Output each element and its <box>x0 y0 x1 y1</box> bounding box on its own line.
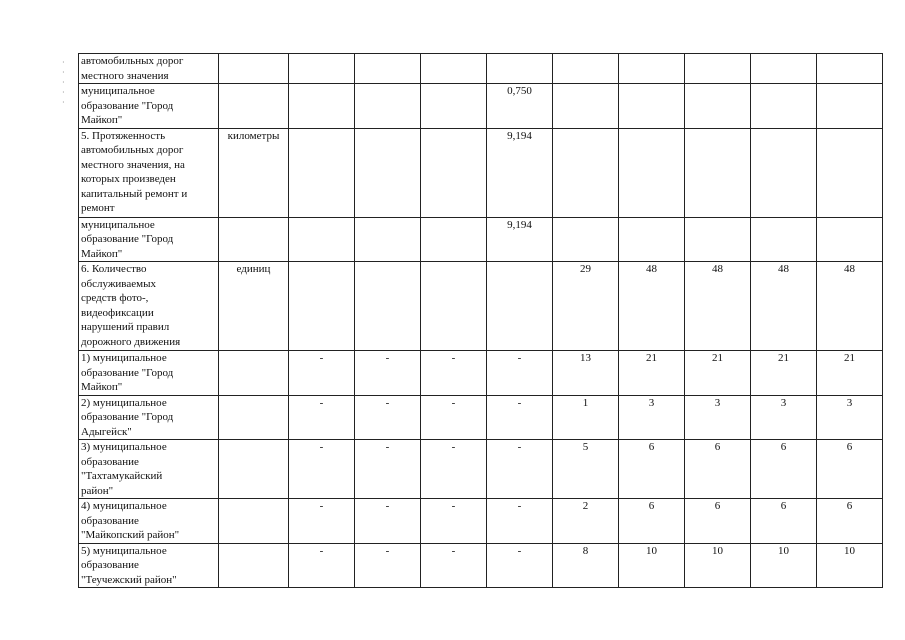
value-cell: 48 <box>751 262 817 351</box>
value-cell: 6 <box>817 499 883 544</box>
value-cell: - <box>487 351 553 396</box>
value-cell <box>817 128 883 217</box>
value-cell: - <box>289 351 355 396</box>
data-table <box>78 53 883 588</box>
value-cell: - <box>355 395 421 440</box>
value-cell: 29 <box>553 262 619 351</box>
table-row <box>79 351 883 396</box>
value-cell <box>619 54 685 84</box>
value-cell: - <box>355 351 421 396</box>
value-cell: - <box>355 499 421 544</box>
value-cell: 1 <box>553 395 619 440</box>
value-cell <box>421 128 487 217</box>
table-row <box>79 395 883 440</box>
value-cell: - <box>421 543 487 588</box>
value-cell: 3 <box>619 395 685 440</box>
value-cell: 6 <box>751 440 817 499</box>
value-cell: - <box>289 395 355 440</box>
value-cell: 48 <box>685 262 751 351</box>
value-cell <box>685 217 751 262</box>
value-cell <box>751 84 817 129</box>
value-cell <box>289 84 355 129</box>
value-cell: 5 <box>553 440 619 499</box>
value-cell: 10 <box>751 543 817 588</box>
value-cell <box>751 54 817 84</box>
value-cell: - <box>355 440 421 499</box>
value-cell: - <box>289 499 355 544</box>
value-cell <box>355 128 421 217</box>
value-cell: 21 <box>817 351 883 396</box>
value-cell: 21 <box>685 351 751 396</box>
value-cell: - <box>421 395 487 440</box>
value-cell <box>619 84 685 129</box>
value-cell <box>817 54 883 84</box>
value-cell: - <box>487 543 553 588</box>
value-cell: 48 <box>619 262 685 351</box>
value-cell: 3 <box>817 395 883 440</box>
value-cell <box>421 54 487 84</box>
value-cell <box>289 128 355 217</box>
value-cell <box>355 262 421 351</box>
value-cell: 21 <box>619 351 685 396</box>
value-cell <box>487 54 553 84</box>
unit-cell <box>219 54 289 84</box>
value-cell <box>553 54 619 84</box>
value-cell: - <box>421 499 487 544</box>
value-cell: - <box>421 440 487 499</box>
value-cell: - <box>421 351 487 396</box>
unit-cell: километры <box>219 128 289 217</box>
value-cell <box>751 128 817 217</box>
unit-cell: единиц <box>219 262 289 351</box>
value-cell: - <box>289 543 355 588</box>
unit-cell <box>219 395 289 440</box>
value-cell: 6 <box>685 440 751 499</box>
value-cell: 6 <box>817 440 883 499</box>
value-cell: 10 <box>619 543 685 588</box>
value-cell: 6 <box>619 499 685 544</box>
value-cell <box>487 262 553 351</box>
value-cell: 8 <box>553 543 619 588</box>
value-cell <box>289 217 355 262</box>
value-cell <box>685 128 751 217</box>
table-row <box>79 54 883 84</box>
indicator-name: 5. Протяженность автомобильных дорог местного значения, на которых произведен капитальный ремонт и ремонт <box>79 128 219 217</box>
value-cell <box>553 128 619 217</box>
value-cell: 10 <box>817 543 883 588</box>
value-cell <box>355 84 421 129</box>
table-row <box>79 217 883 262</box>
table-row <box>79 128 883 217</box>
indicator-name: автомобильных дорог местного значения <box>79 54 219 84</box>
value-cell <box>751 217 817 262</box>
table-row <box>79 543 883 588</box>
value-cell: 2 <box>553 499 619 544</box>
value-cell: 6 <box>751 499 817 544</box>
value-cell <box>817 217 883 262</box>
value-cell: 6 <box>685 499 751 544</box>
value-cell <box>421 217 487 262</box>
indicator-name: 6. Количество обслуживаемых средств фото-, видеофиксации нарушений правил дорожного движения <box>79 262 219 351</box>
unit-cell <box>219 440 289 499</box>
indicator-name: муниципальное образование "Город Майкоп" <box>79 84 219 129</box>
value-cell: 0,750 <box>487 84 553 129</box>
indicator-name: 1) муниципальное образование "Город Майкоп" <box>79 351 219 396</box>
indicator-name: 2) муниципальное образование "Город Адыгейск" <box>79 395 219 440</box>
value-cell <box>553 84 619 129</box>
value-cell: 9,194 <box>487 217 553 262</box>
unit-cell <box>219 84 289 129</box>
value-cell <box>685 84 751 129</box>
table-row <box>79 262 883 351</box>
value-cell <box>355 54 421 84</box>
table-body <box>79 54 883 588</box>
value-cell: 3 <box>685 395 751 440</box>
value-cell: - <box>487 440 553 499</box>
value-cell: 21 <box>751 351 817 396</box>
value-cell: 9,194 <box>487 128 553 217</box>
value-cell <box>289 262 355 351</box>
value-cell: 10 <box>685 543 751 588</box>
indicator-name: 5) муниципальное образование "Теучежский район" <box>79 543 219 588</box>
value-cell: - <box>487 395 553 440</box>
table-row <box>79 440 883 499</box>
value-cell: 13 <box>553 351 619 396</box>
indicator-name: 4) муниципальное образование "Майкопский район" <box>79 499 219 544</box>
value-cell <box>685 54 751 84</box>
value-cell: - <box>289 440 355 499</box>
value-cell <box>421 84 487 129</box>
value-cell <box>619 128 685 217</box>
value-cell <box>553 217 619 262</box>
table-row <box>79 84 883 129</box>
value-cell <box>355 217 421 262</box>
unit-cell <box>219 351 289 396</box>
margin-marks: · · · · · <box>62 58 65 107</box>
value-cell: - <box>487 499 553 544</box>
value-cell <box>421 262 487 351</box>
unit-cell <box>219 499 289 544</box>
table-row <box>79 499 883 544</box>
unit-cell <box>219 217 289 262</box>
indicator-name: муниципальное образование "Город Майкоп" <box>79 217 219 262</box>
value-cell: 3 <box>751 395 817 440</box>
unit-cell <box>219 543 289 588</box>
value-cell: 6 <box>619 440 685 499</box>
value-cell <box>817 84 883 129</box>
value-cell <box>289 54 355 84</box>
value-cell <box>619 217 685 262</box>
value-cell: - <box>355 543 421 588</box>
indicator-name: 3) муниципальное образование "Тахтамукайский район" <box>79 440 219 499</box>
value-cell: 48 <box>817 262 883 351</box>
